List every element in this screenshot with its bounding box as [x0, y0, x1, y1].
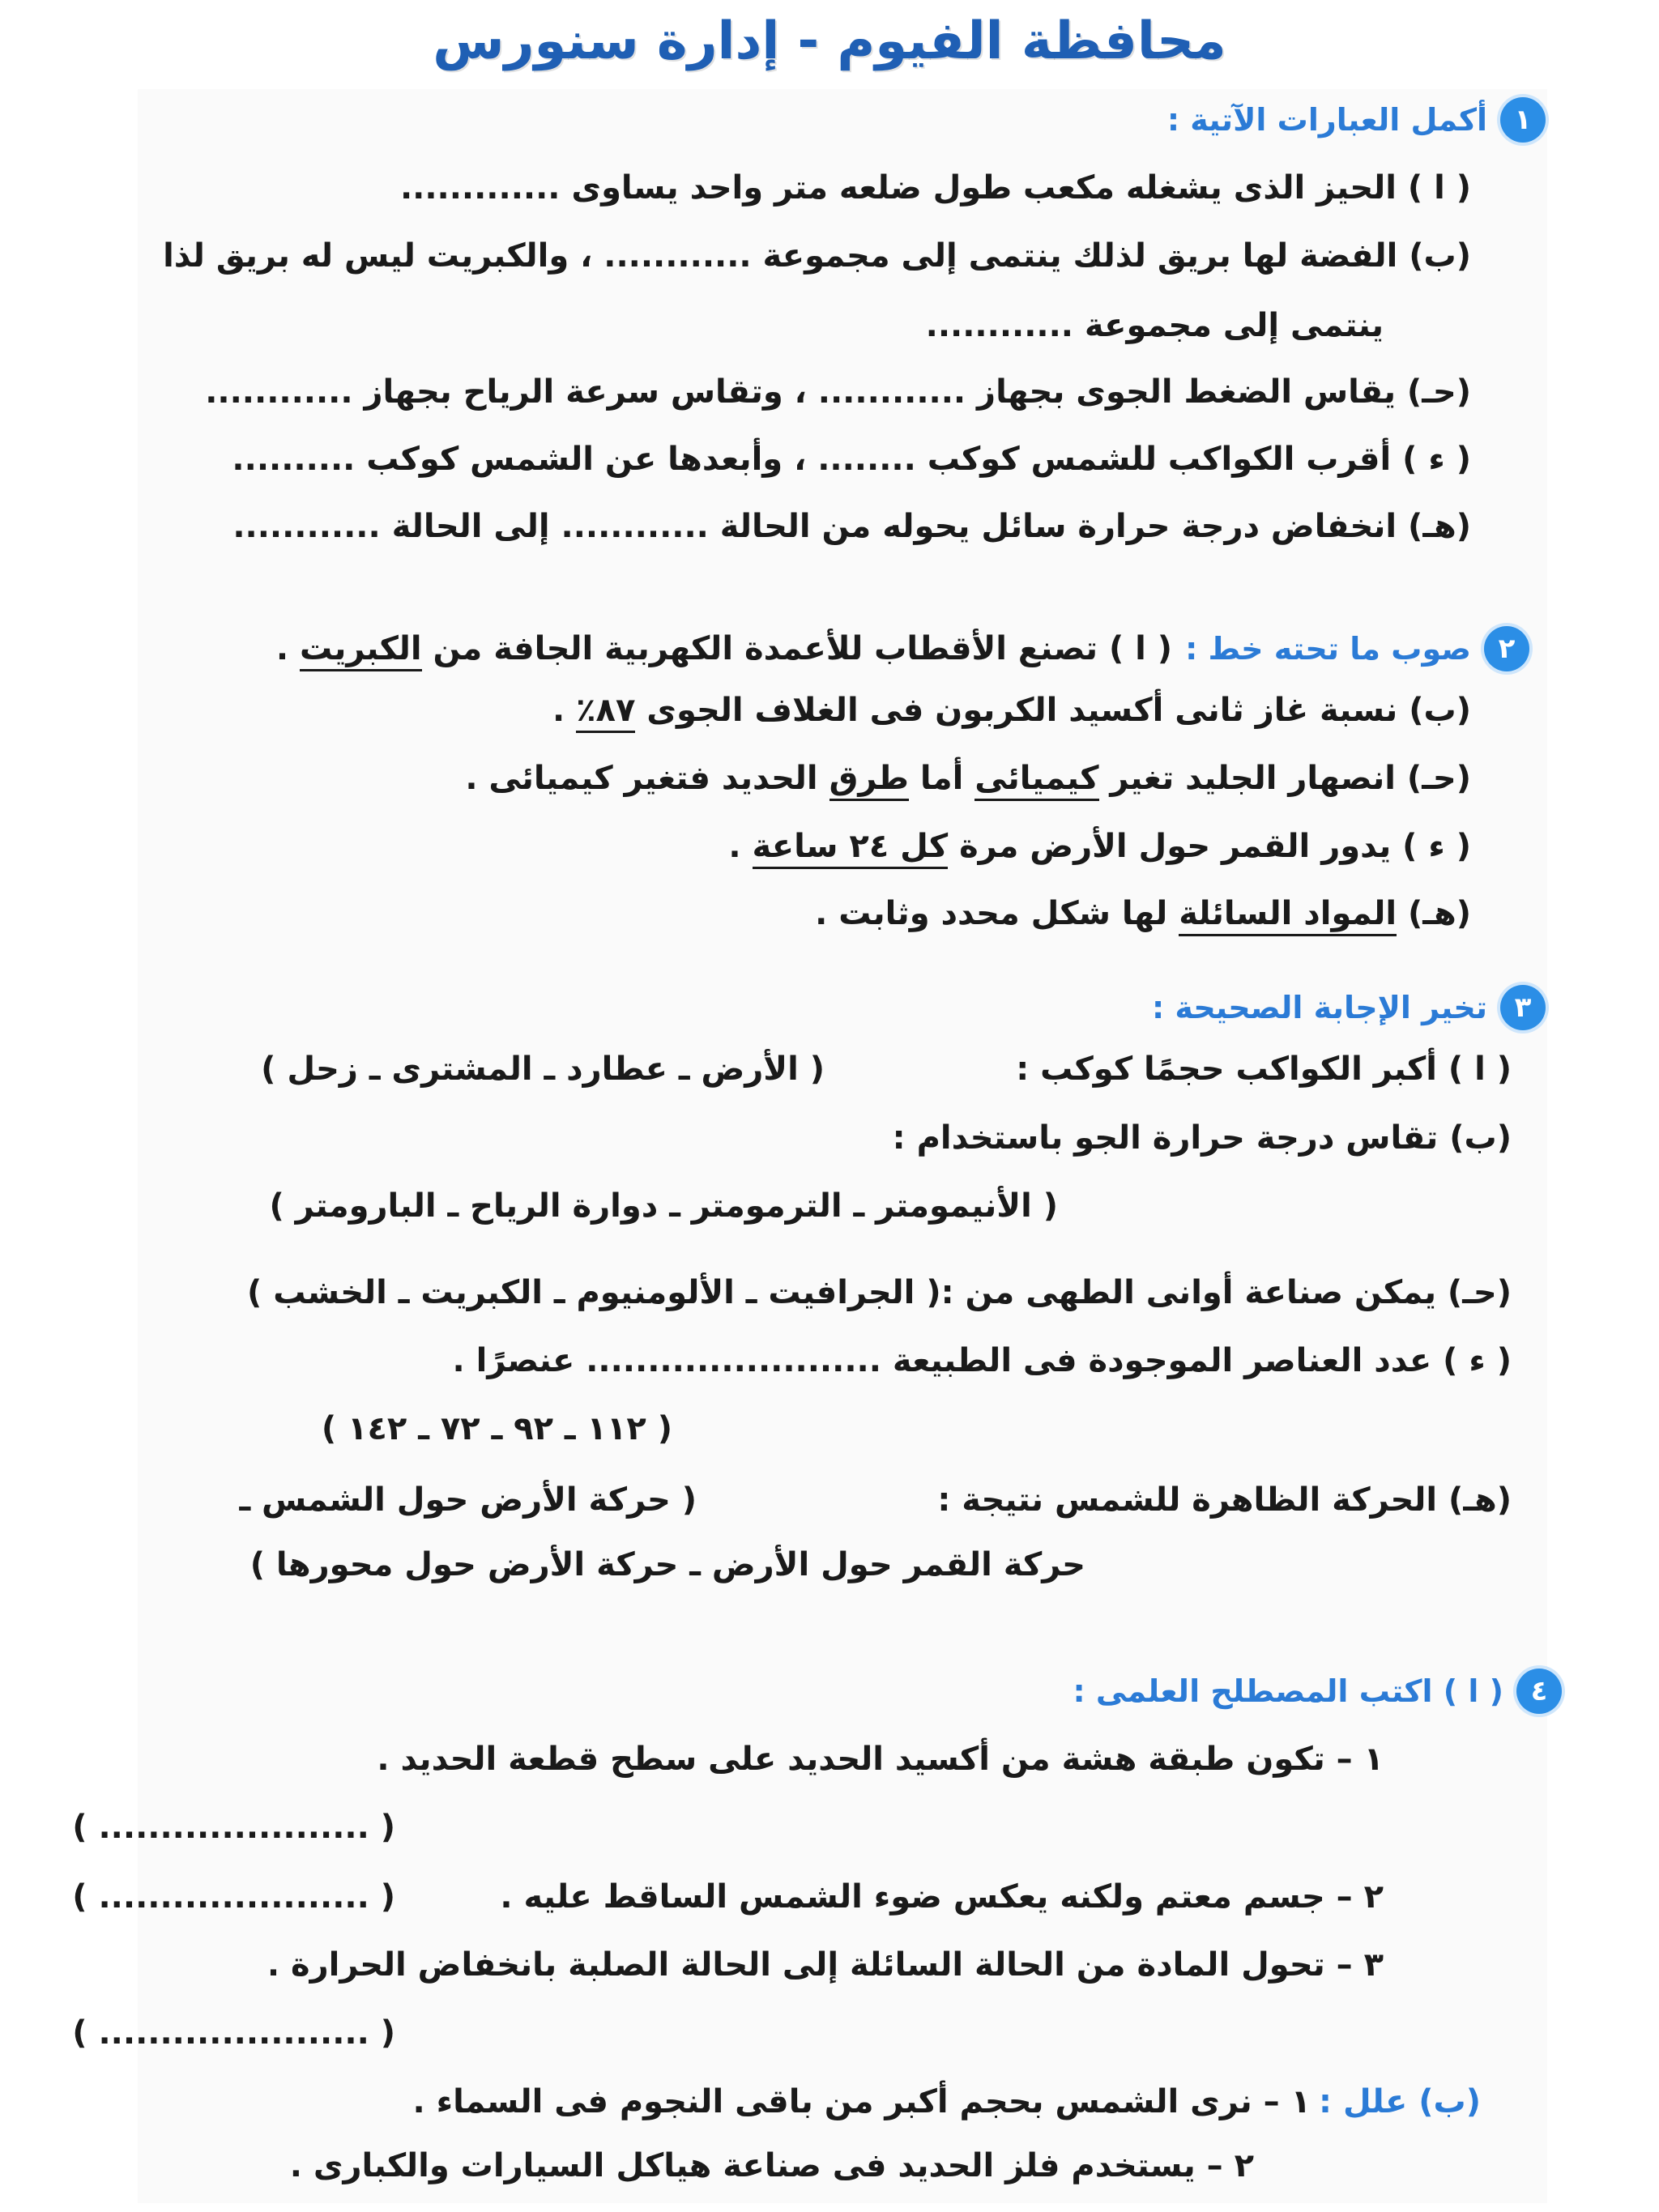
- q2-item-c-text: (حـ) انصهار الجليد تغير: [1098, 760, 1471, 797]
- q3-item-c: (حـ) يمكن صناعة أوانى الطهى من :( الجرافيت ـ الألومنيوم ـ الكبريت ـ الخشب ): [247, 1274, 1512, 1311]
- q4-a-item-3: ٣ – تحول المادة من الحالة السائلة إلى الحالة الصلبة بانخفاض الحرارة .: [267, 1946, 1384, 1984]
- q2-item-b: [552, 691, 1471, 730]
- question-4-title: ( ا ) اكتب المصطلح العلمى :: [1073, 1673, 1503, 1709]
- q3-item-d: ( ء ) عدد العناصر الموجودة فى الطبيعة ........................ عنصرًا .: [452, 1342, 1512, 1379]
- q2-item-e-end: لها شكل محدد وثابت .: [815, 895, 1179, 932]
- q4-a-item-1: ١ – تكون طبقة هشة من أكسيد الحديد على سطح قطعة الحديد .: [377, 1741, 1384, 1778]
- q2-item-e-text: (هـ): [1397, 895, 1471, 932]
- q2-item-a-text: ( ا ) تصنع الأقطاب للأعمدة الكهربية الجافة من: [421, 630, 1173, 667]
- q4-a-item-3-answer: ( ...................... ): [72, 2014, 395, 2052]
- q2-item-b-end: .: [552, 692, 577, 729]
- q4-b-label: (ب) علل :: [1319, 2083, 1481, 2120]
- q3-item-b-question: (ب) تقاس درجة حرارة الجو باستخدام :: [892, 1119, 1512, 1157]
- question-1-header: [1167, 97, 1546, 143]
- question-3-header: [1152, 985, 1546, 1030]
- question-1-number: ١: [1500, 97, 1546, 143]
- q4-a-item-2-answer: ( ...................... ): [72, 1878, 395, 1916]
- q2-item-c: [465, 759, 1471, 798]
- q3-item-d-options: ( ١١٢ ـ ٩٢ ـ ٧٢ ـ ١٤٢ ): [321, 1410, 672, 1447]
- q1-item-d: ( ء ) أقرب الكواكب للشمس كوكب ........ ، وأبعدها عن الشمس كوكب ..........: [232, 441, 1471, 478]
- q1-item-a: ( ا ) الحيز الذى يشغله مكعب طول ضلعه متر واحد يساوى .............: [399, 169, 1471, 207]
- q4-b-item-1: [413, 2082, 1481, 2121]
- q3-item-a-question: ( ا ) أكبر الكواكب حجمًا كوكب :: [1016, 1051, 1512, 1088]
- q2-item-d-text: ( ء ) يدور القمر حول الأرض مرة: [948, 828, 1471, 865]
- question-1-title: أكمل العبارات الآتية :: [1166, 102, 1487, 138]
- q1-item-c: (حـ) يقاس الضغط الجوى بجهاز ............ ، وتقاس سرعة الرياح بجهاز ............: [205, 373, 1471, 411]
- q3-item-e-options-line1: ( حركة الأرض حول الشمس ـ: [239, 1481, 697, 1519]
- question-2-title: صوب ما تحته خط :: [1185, 631, 1471, 667]
- question-4-header: [1073, 1669, 1563, 1714]
- q2-item-e: [815, 894, 1471, 933]
- q2-item-c-end: الحديد فتغير كيميائى .: [465, 760, 830, 797]
- question-2-number: ٢: [1484, 626, 1529, 671]
- q2-item-d-end: .: [728, 828, 753, 865]
- q2-item-c-underlined-1: كيميائى: [975, 760, 1098, 801]
- q1-item-e: (هـ) انخفاض درجة حرارة سائل يحوله من الحالة ............ إلى الحالة ............: [232, 508, 1471, 545]
- q2-item-a-end: .: [275, 630, 300, 667]
- q2-item-b-underlined: ٨٧٪: [576, 692, 635, 733]
- q2-item-c-middle: أما: [908, 760, 975, 797]
- q2-item-d: [728, 827, 1471, 866]
- q2-item-a-underlined: الكبريت: [300, 630, 422, 671]
- q3-item-e-options-line2: حركة القمر حول الأرض ـ حركة الأرض حول محورها ): [249, 1546, 1085, 1583]
- q2-item-b-text: (ب) نسبة غاز ثانى أكسيد الكربون فى الغلاف الجوى: [635, 692, 1471, 729]
- q2-item-c-underlined-2: طرق: [830, 760, 909, 801]
- question-3-number: ٣: [1500, 985, 1546, 1030]
- question-4-number: ٤: [1516, 1669, 1562, 1714]
- q4-b-item-2: ٢ – يستخدم فلز الحديد فى صناعة هياكل السيارات والكبارى .: [289, 2147, 1254, 2184]
- q3-item-e-question: (هـ) الحركة الظاهرة للشمس نتيجة :: [937, 1481, 1512, 1519]
- q3-item-b-options: ( الأنيمومتر ـ الترمومتر ـ دوارة الرياح ـ البارومتر ): [269, 1187, 1058, 1225]
- q1-item-b-line2: ينتمى إلى مجموعة ............: [925, 307, 1384, 344]
- q3-item-a-options: ( الأرض ـ عطارد ـ المشترى ـ زحل ): [261, 1051, 825, 1088]
- q4-b-item-1-text: ١ – نرى الشمس بحجم أكبر من باقى النجوم فى السماء .: [412, 2083, 1311, 2120]
- q2-item-e-underlined: المواد السائلة: [1179, 895, 1397, 936]
- question-2-header: [276, 626, 1529, 671]
- q4-a-item-2: ٢ – جسم معتم ولكنه يعكس ضوء الشمس الساقط عليه .: [500, 1878, 1384, 1916]
- question-3-title: تخير الإجابة الصحيحة :: [1151, 990, 1487, 1025]
- q1-item-b-line1: (ب) الفضة لها بريق لذلك ينتمى إلى مجموعة ............ ، والكبريت ليس له بريق لذا: [163, 237, 1471, 275]
- page-title: محافظة الفيوم - إدارة سنورس: [433, 11, 1226, 71]
- q2-item-d-underlined: كل ٢٤ ساعة: [753, 828, 949, 869]
- q2-item-a: [276, 629, 1172, 668]
- q4-a-item-1-answer: ( ...................... ): [72, 1809, 395, 1846]
